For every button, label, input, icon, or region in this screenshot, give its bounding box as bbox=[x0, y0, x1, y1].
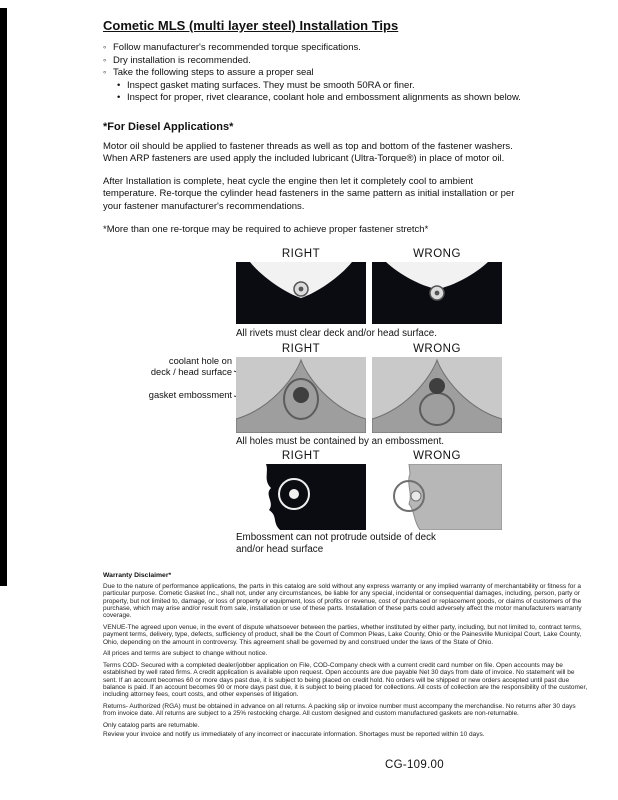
coolant-hole-label-line1: coolant hole on bbox=[168, 356, 232, 367]
row2-caption: All holes must be contained by an embossment. bbox=[236, 436, 445, 448]
warranty-paragraph: Returns- Authorized (RGA) must be obtained in advance on all returns. A packing slip or invoice number must accompany the merchandise. No returns after 30 days from invoice date. All returns are subject to a 25% restocking charge. All custom designed and custom manufactured gaskets are non-returnable. bbox=[103, 703, 576, 718]
row2-right-header: RIGHT bbox=[281, 343, 321, 356]
row3-caption bbox=[236, 532, 436, 556]
diesel-heading: *For Diesel Applications* bbox=[103, 120, 234, 133]
warranty-paragraph: VENUE-The agreed upon venue, in the event of dispute whatsoever between the parties, whether instituted by either party, including, but not limited to, contract terms, payment terms, delivery, type, defects, sufficiency of product, shall be the Court of Common Pleas, Lake County, Ohio or the Painesville Municipal Court, Lake County, Ohio, depending on the amount in controversy. This agreement shall be governed by and construed under the laws of the State of Ohio. bbox=[103, 623, 582, 646]
diagram-section bbox=[103, 244, 591, 566]
diagram-row1-wrong bbox=[372, 262, 502, 324]
diagram-row3-right bbox=[236, 464, 366, 530]
warranty-paragraph: Review your invoice and notify us immediately of any incorrect or inaccurate information. Shortages must be reported within 10 days. bbox=[103, 730, 485, 738]
warranty-heading: Warranty Disclaimer* bbox=[103, 572, 172, 579]
catalog-code: CG-109.00 bbox=[385, 759, 444, 771]
diagram-row2-right bbox=[236, 357, 366, 433]
page-title: Cometic MLS (multi layer steel) Installation Tips bbox=[103, 18, 399, 33]
row1-right-header: RIGHT bbox=[281, 248, 321, 261]
row3-caption-line1: Embossment can not protrude outside of deck bbox=[236, 532, 436, 544]
row3-wrong-header: WRONG bbox=[413, 450, 461, 463]
diagram-row2-wrong bbox=[372, 357, 502, 433]
tip-item: ◦ Take the following steps to assure a proper seal bbox=[103, 67, 591, 80]
gasket-embossment-label: gasket embossment bbox=[148, 390, 232, 401]
warranty-paragraph: All prices and terms are subject to change without notice. bbox=[103, 650, 268, 658]
warranty-paragraph: Terms COD- Secured with a completed dealer/jobber application on File, COD-Company check with a current credit card number on file. Open accounts may be established by well rated firms. A credit application is available upon request. Open accounts are due payable Net 30 days from date of invoice. No statement will be sent. If an account becomes 60 or more days past due, it is subject to being placed on credit hold. No orders will be shipped or new orders accepted until past due balance is paid. If an account becomes 90 or more days past due, it is subject to being placed for collections. All costs of collection are the responsibility of the customer, including attorney fees, court costs, and other expenses of litigation. bbox=[103, 662, 588, 699]
row3-right-header: RIGHT bbox=[281, 450, 321, 463]
diagram-row1-right bbox=[236, 262, 366, 324]
warranty-paragraph: Due to the nature of performance applications, the parts in this catalog are sold without any express warranty or any implied warranty of merchantability or fitness for a particular purpose. Cometic Gasket Inc., shall not, under any circumstances, be liable for any special, incidental or consequential damages, including, person, party or property, but not limited to, damage, or loss of property or equipment, loss of profits or revenue, cost of purchased or replacement goods, or claims of customers of the purchase, which may arise and/or result from sale, installation or use of these parts. Installation of these parts could adversely affect the motor manufacturers warranty coverage. bbox=[103, 583, 582, 620]
tip-sub-item: • Inspect for proper, rivet clearance, coolant hole and embossment alignments as shown below. bbox=[117, 92, 591, 105]
diesel-paragraph-2: After Installation is complete, heat cycle the engine then let it completely cool to ambient temperature. Re-torque the cylinder head fasteners in the same pattern as initial installation or per your fastener manufacturer's recommendations. bbox=[103, 176, 515, 212]
retorque-note: *More than one re-torque may be required to achieve proper fastener stretch* bbox=[103, 223, 429, 235]
coolant-hole-label-line2: deck / head surface bbox=[150, 367, 232, 378]
tip-item: ◦ Follow manufacturer's recommended torque specifications. bbox=[103, 42, 591, 55]
diesel-paragraph-1: Motor oil should be applied to fastener threads as well as top and bottom of the fastener washers. When ARP fasteners are used apply the included lubricant (Ultra-Torque®) in place of motor oil. bbox=[103, 140, 513, 164]
left-edge-bar bbox=[0, 8, 7, 586]
row3-caption-line2: and/or head surface bbox=[236, 544, 324, 556]
warranty-paragraph: Only catalog parts are returnable. bbox=[103, 722, 200, 730]
row1-wrong-header: WRONG bbox=[413, 248, 461, 261]
content-area bbox=[103, 18, 591, 566]
diagram-row3-wrong bbox=[372, 464, 502, 530]
tip-sub-item: • Inspect gasket mating surfaces. They must be smooth 50RA or finer. bbox=[117, 80, 591, 93]
tips-list bbox=[103, 42, 591, 105]
row2-wrong-header: WRONG bbox=[413, 343, 461, 356]
tip-item: ◦ Dry installation is recommended. bbox=[103, 55, 591, 68]
coolant-hole-label bbox=[138, 356, 232, 378]
row1-caption: All rivets must clear deck and/or head surface. bbox=[236, 328, 437, 340]
warranty-section bbox=[103, 572, 589, 742]
